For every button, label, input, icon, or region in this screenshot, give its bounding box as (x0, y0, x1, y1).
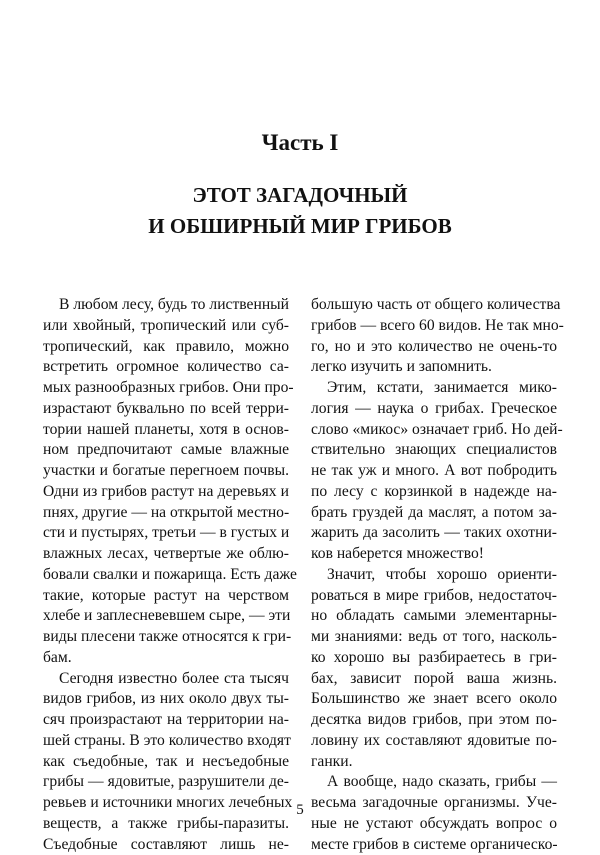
text-line: или хвойный, тропический или суб- (43, 316, 289, 337)
text-line: ганки. (311, 752, 557, 773)
text-line: по лесу с корзинкой в надежде на- (311, 482, 557, 503)
text-line: грибы — ядовитые, разрушители де- (43, 772, 289, 793)
chapter-title-line-2: И ОБШИРНЫЙ МИР ГРИБОВ (148, 214, 451, 238)
right-text-column (311, 295, 557, 855)
text-line: ствительно знающих специалистов (311, 440, 557, 461)
text-line: Большинство же знает всего около (311, 689, 557, 710)
part-title: Часть I (0, 128, 600, 158)
text-line: бовали свалки и пожарища. Есть даже (43, 565, 289, 586)
text-line: весьма загадочные организмы. Уче- (311, 793, 557, 814)
text-line: ко хорошо вы разбираетесь в гри- (311, 648, 557, 669)
text-line: сти и пустырях, третьи — в густых и (43, 523, 289, 544)
text-line: сяч произрастают на территории на- (43, 710, 289, 731)
text-line: ревьев и источники многих лечебных (43, 793, 289, 814)
chapter-title (0, 180, 600, 242)
text-line: жарить да засолить — таких охотни- (311, 523, 557, 544)
text-line: израстают буквально по всей терри- (43, 399, 289, 420)
text-line: месте грибов в системе органическо- (311, 835, 557, 855)
text-line: ловину их составляют ядовитые по- (311, 731, 557, 752)
text-line: влажных лесах, четвертые же облю- (43, 544, 289, 565)
text-line: веществ, а также грибы-паразиты. (43, 814, 289, 835)
text-line: шей страны. В это количество входят (43, 731, 289, 752)
text-line: хлебе и заплесневевшем сыре, — эти (43, 606, 289, 627)
text-line: ном предпочитают самые влажные (43, 440, 289, 461)
text-line: ные не устают обсуждать вопрос о (311, 814, 557, 835)
text-line: бам. (43, 648, 289, 669)
text-line: Одни из грибов растут на деревьях и (43, 482, 289, 503)
text-line: мых разнообразных грибов. Они про- (43, 378, 289, 399)
text-line: десятка видов грибов, при этом по- (311, 710, 557, 731)
text-line: ков наберется множество! (311, 544, 557, 565)
text-line: Сегодня известно более ста тысяч (43, 669, 289, 690)
text-line: тории нашей планеты, хотя в основ- (43, 420, 289, 441)
chapter-title-line-1: ЭТОТ ЗАГАДОЧНЫЙ (192, 183, 407, 207)
text-line: легко изучить и запомнить. (311, 357, 557, 378)
text-line: слово «микос» означает гриб. Но дей- (311, 420, 557, 441)
text-line: большую часть от общего количества (311, 295, 557, 316)
page-number: 5 (0, 800, 600, 820)
text-line: В любом лесу, будь то лиственный (43, 295, 289, 316)
text-line: логия — наука о грибах. Греческое (311, 399, 557, 420)
text-line: но обладать самыми элементарны- (311, 606, 557, 627)
text-line: как съедобные, так и несъедобные (43, 752, 289, 773)
left-text-column (43, 295, 289, 855)
text-line: тропический, как правило, можно (43, 337, 289, 358)
text-line: А вообще, надо сказать, грибы — (311, 772, 557, 793)
text-line: бах, зависит порой ваша жизнь. (311, 669, 557, 690)
text-line: го, но и это количество не очень-то (311, 337, 557, 358)
text-line: участки и богатые перегноем почвы. (43, 461, 289, 482)
text-line: не так уж и много. А вот побродить (311, 461, 557, 482)
text-line: Значит, чтобы хорошо ориенти- (311, 565, 557, 586)
text-line: встретить огромное количество са- (43, 357, 289, 378)
text-line: Съедобные составляют лишь не- (43, 835, 289, 855)
text-line: видов грибов, из них около двух ты- (43, 689, 289, 710)
text-line: роваться в мире грибов, недостаточ- (311, 586, 557, 607)
text-line: Этим, кстати, занимается мико- (311, 378, 557, 399)
text-line: грибов — всего 60 видов. Не так мно- (311, 316, 557, 337)
text-line: брать груздей да маслят, а потом за- (311, 503, 557, 524)
text-line: виды плесени также относятся к гри- (43, 627, 289, 648)
text-line: пнях, другие — на открытой местно- (43, 503, 289, 524)
text-line: ми знаниями: ведь от того, насколь- (311, 627, 557, 648)
text-line: такие, которые растут на черством (43, 586, 289, 607)
